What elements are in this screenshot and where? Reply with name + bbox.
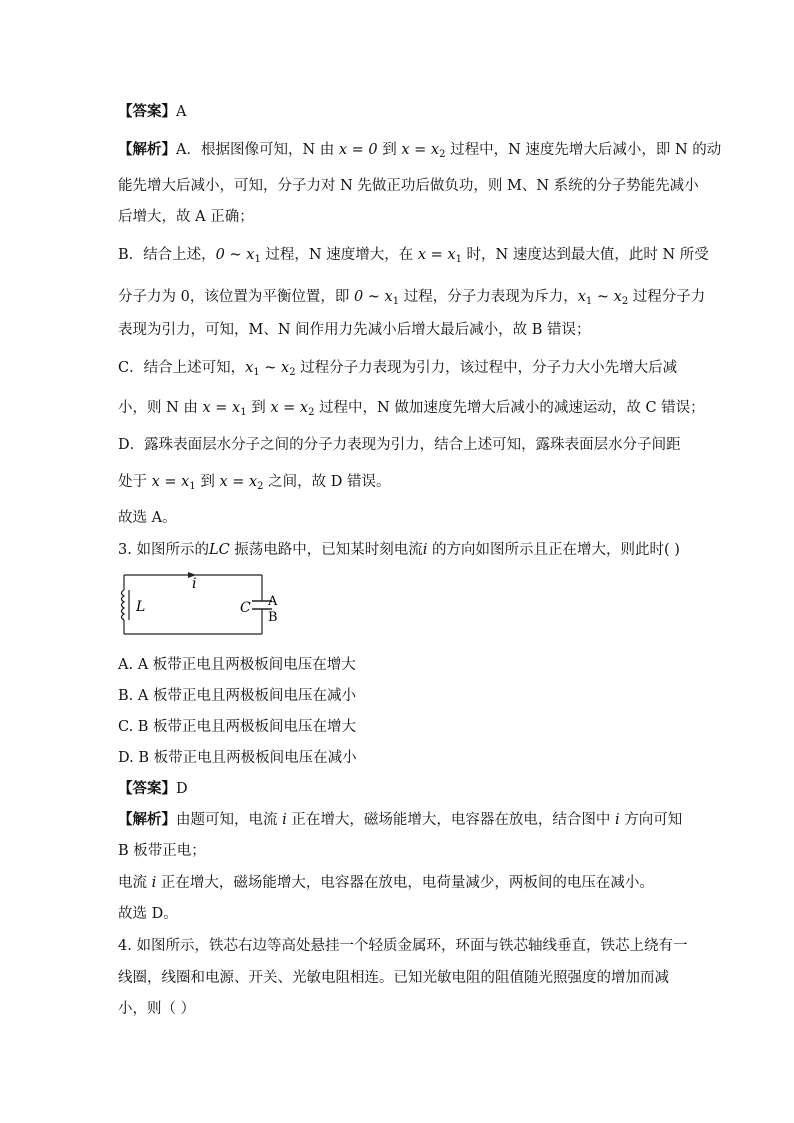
math-x0: x = 0: [338, 142, 378, 158]
math-tilde-x2: ~ x: [592, 289, 622, 305]
q2-option-b-line-3: [118, 320, 591, 340]
q2-option-d-line-1: [118, 435, 681, 455]
subscript: 1: [240, 407, 247, 418]
text: 正在增大，磁场能增大，电容器在放电，电荷量减少，两板间的电压在减小。: [156, 875, 654, 891]
subscript: 2: [289, 367, 296, 378]
text: 时，N 速度达到最大值，此时 N 所受: [461, 247, 709, 263]
subscript: 1: [585, 296, 593, 307]
q2-option-c-line-1: [118, 358, 677, 383]
text: 能先增大后减小，可知，分子力对 N 先做正功后做负功，则 M、N 系统的分子势能先减小: [118, 178, 699, 194]
math-x1-start: x: [577, 289, 586, 305]
text: C．结合上述可知，: [118, 360, 246, 376]
text: 4. 如图所示，铁芯右边等高处悬挂一个轻质金属环，环面与铁芯轴线垂直，铁芯上绕有一: [118, 938, 688, 954]
text: 小，则 N 由: [118, 400, 203, 416]
subscript: 2: [308, 407, 315, 418]
text: 过程，N 速度增大，在: [260, 247, 418, 263]
text: D. B 板带正电且两极板间电压在减小: [118, 750, 357, 766]
analysis-tag: 【解析】: [118, 811, 176, 828]
q4-stem-line-2: [118, 968, 669, 988]
math-x2: x = x: [219, 474, 258, 490]
text: 到: [377, 142, 402, 158]
q3-option-d: [118, 748, 357, 768]
text: 故选 D。: [118, 906, 178, 922]
answer-value: D: [176, 781, 188, 797]
q3-analysis-line-2: [118, 841, 206, 861]
q3-stem: [118, 540, 680, 560]
subscript: 2: [621, 296, 629, 307]
text: A．根据图像可知，N 由: [176, 142, 339, 158]
subscript: 1: [392, 296, 400, 307]
subscript: 1: [189, 481, 196, 492]
text: 处于: [118, 474, 152, 490]
text: C. B 板带正电且两极板间电压在增大: [118, 719, 357, 735]
q2-option-b-line-1: [118, 245, 709, 270]
math-lc: LC: [208, 542, 230, 558]
text: 3. 如图所示的: [118, 542, 209, 558]
text: 电流: [118, 875, 152, 891]
text: D．露珠表面层水分子之间的分子力表现为引力，结合上述可知，露珠表面层水分子间距: [118, 437, 681, 453]
text: A. A 板带正电且两极板间电压在增大: [118, 657, 356, 673]
label-B: B: [268, 610, 278, 625]
math-x2: x = x: [401, 142, 440, 158]
math-i: i: [422, 542, 428, 558]
text: 故选 A。: [118, 510, 177, 526]
q3-analysis-line-3: [118, 873, 654, 893]
text: B. A 板带正电且两极板间电压在减小: [118, 688, 356, 704]
label-C: C: [240, 600, 251, 616]
lc-circuit-diagram: [116, 568, 276, 640]
q2-choose: [118, 508, 177, 528]
q2-option-b-line-2: [118, 287, 705, 312]
math-i: i: [151, 875, 157, 891]
subscript: 1: [455, 254, 462, 265]
math-range-0-x1: 0 ~ x: [215, 247, 255, 263]
math-x1: x = x: [417, 247, 456, 263]
text: 过程中，N 做加速度先增大后减小的减速运动，故 C 错误；: [314, 400, 705, 416]
text: 过程，分子力表现为斥力，: [399, 289, 578, 305]
text: B．结合上述，: [118, 247, 216, 263]
q4-stem-line-1: [118, 936, 687, 956]
q2-analysis-line-1: [118, 140, 721, 165]
text: 之间，故 D 错误。: [263, 474, 391, 490]
text: 到: [246, 400, 271, 416]
text: 过程中，N 速度先增大后减小，即 N 的动: [445, 142, 722, 158]
math-i: i: [614, 812, 620, 828]
q3-choose: [118, 904, 178, 924]
q2-analysis-line-3: [118, 207, 254, 227]
answer-tag: 【答案】: [118, 780, 176, 797]
math-range-0-x1: 0 ~ x: [353, 289, 393, 305]
text: 由题可知，电流: [176, 812, 283, 828]
answer-tag: 【答案】: [118, 103, 176, 120]
subscript: 2: [257, 481, 264, 492]
q3-option-b: [118, 686, 356, 706]
math-x1-start: x: [245, 360, 254, 376]
q3-option-a: [118, 655, 356, 675]
q3-option-c: [118, 717, 356, 737]
label-A: A: [268, 594, 278, 609]
q4-stem-line-3: [118, 999, 195, 1019]
subscript: 2: [439, 149, 446, 160]
q3-answer: [118, 779, 188, 799]
text: B 板带正电；: [118, 843, 206, 859]
answer-value: A: [176, 104, 187, 120]
label-L: L: [136, 599, 146, 615]
math-x1: x = x: [202, 400, 241, 416]
analysis-tag: 【解析】: [118, 141, 176, 158]
text: 小，则（ ）: [118, 1001, 196, 1017]
text: 到: [195, 474, 220, 490]
text: 后增大，故 A 正确；: [118, 209, 254, 225]
math-i: i: [282, 812, 287, 828]
label-i: i: [192, 576, 197, 592]
text: 线圈，线圈和电源、开关、光敏电阻相连。已知光敏电阻的阻值随光照强度的增加而减: [118, 970, 669, 986]
q2-option-d-line-2: [118, 472, 391, 497]
q2-answer: [118, 102, 186, 122]
text: 的方向如图所示且正在增大，则此时( ): [427, 542, 680, 558]
text: 方向可知: [619, 812, 683, 828]
text: 分子力为 0，该位置为平衡位置，即: [118, 289, 354, 305]
q2-option-c-line-2: [118, 398, 705, 423]
math-tilde-x2: ~ x: [259, 360, 290, 376]
subscript: 1: [253, 367, 260, 378]
subscript: 1: [254, 254, 261, 265]
q3-analysis-line-1: [118, 810, 682, 830]
text: 振荡电路中，已知某时刻电流: [229, 542, 423, 558]
text: 正在增大，磁场能增大，电容器在放电，结合图中: [286, 812, 615, 828]
text: 过程分子力表现为引力，该过程中，分子力大小先增大后减: [295, 360, 678, 376]
q2-analysis-line-2: [118, 176, 699, 196]
text: 过程分子力: [628, 289, 706, 305]
math-x1: x = x: [151, 474, 190, 490]
math-x2: x = x: [270, 400, 309, 416]
text: 表现为引力，可知，M、N 间作用力先减小后增大最后减小，故 B 错误；: [118, 322, 591, 338]
inductor-coil-icon: [122, 590, 125, 620]
